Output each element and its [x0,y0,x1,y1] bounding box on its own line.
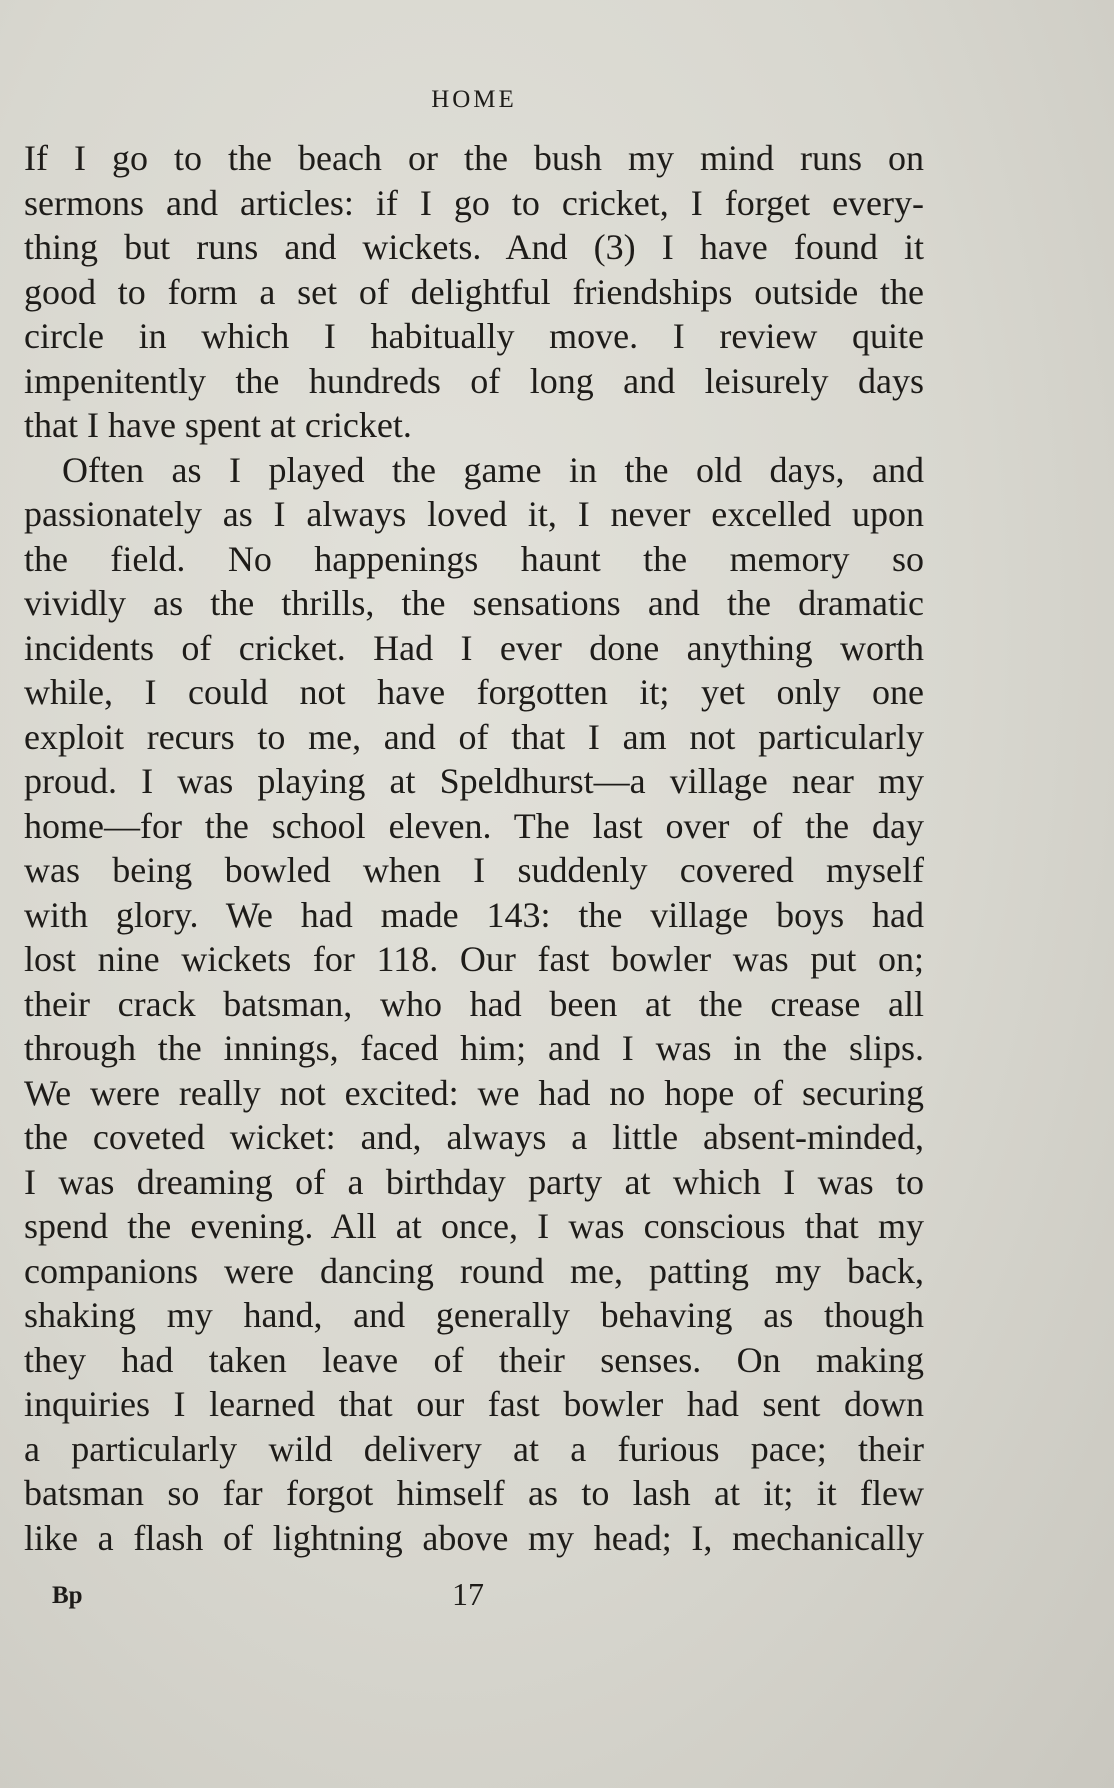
text-line: vividly as the thrills, the sensations and the dramatic [24,583,924,623]
text-line: passionately as I always loved it, I never excelled upon [24,494,924,534]
text-line: home—for the school eleven. The last over of the day [24,805,924,846]
text-line: exploit recurs to me, and of that I am not particularly [24,716,924,757]
text-line: their crack batsman, who had been at the crease all [24,983,924,1024]
body-text [24,136,924,1560]
text-line: lost nine wickets for 118. Our fast bowler was put on; [24,939,924,979]
text-line: shaking my hand, and generally behaving as though [24,1295,924,1335]
text-line: sermons and articles: if I go to cricket, I forget every- [24,182,924,223]
text-line: a particularly wild delivery at a furious pace; their [24,1428,924,1469]
text-line: good to form a set of delightful friendships outside the [24,271,924,312]
page-number: 17 [452,1576,484,1612]
text-line: I was dreaming of a birthday party at which I was to [24,1161,924,1202]
text-line: the coveted wicket: and, always a little absent-minded, [24,1117,924,1157]
text-line: circle in which I habitually move. I review quite [24,316,924,356]
text-line: batsman so far forgot himself as to lash at it; it flew [24,1473,924,1513]
text-line: like a flash of lightning above my head; I, mechanically [24,1517,924,1558]
text-line: We were really not excited: we had no hope of securing [24,1072,924,1113]
text-line: they had taken leave of their senses. On making [24,1339,924,1380]
text-line: companions were dancing round me, patting my back, [24,1250,924,1291]
text-line: incidents of cricket. Had I ever done anything worth [24,627,924,668]
text-line: the field. No happenings haunt the memory so [24,538,924,579]
text-line: Often as I played the game in the old days, and [62,449,924,490]
text-line: spend the evening. All at once, I was conscious that my [24,1206,924,1246]
text-line: while, I could not have forgotten it; yet only one [24,672,924,712]
text-line: through the innings, faced him; and I was in the slips. [24,1028,924,1068]
text-line: If I go to the beach or the bush my mind runs on [24,138,924,178]
signature-mark: Bp [52,1582,83,1609]
text-line: that I have spent at cricket. [24,405,412,445]
text-line: inquiries I learned that our fast bowler had sent down [24,1384,924,1424]
text-line: with glory. We had made 143: the village boys had [24,894,924,935]
text-line: proud. I was playing at Speldhurst—a village near my [24,761,924,801]
text-line: thing but runs and wickets. And (3) I have found it [24,227,924,267]
text-line: was being bowled when I suddenly covered myself [24,850,924,890]
text-line: impenitently the hundreds of long and leisurely days [24,360,924,401]
running-head: HOME [431,86,517,113]
